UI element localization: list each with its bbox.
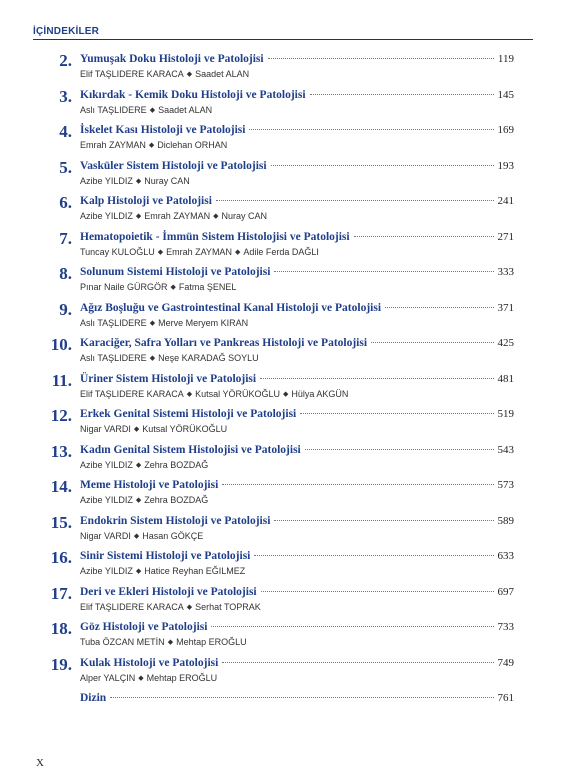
dot-leader [222, 662, 493, 663]
toc-line [80, 302, 514, 314]
author-name: Kutsal YÖRÜKOĞLU [195, 388, 280, 399]
toc-line [80, 89, 514, 101]
toc-entry[interactable] [0, 404, 564, 440]
toc-line [80, 692, 514, 704]
author-name: Aslı TAŞLIDERE [80, 104, 147, 115]
author-name: Elif TAŞLIDERE KARACA [80, 388, 184, 399]
dot-leader [271, 165, 494, 166]
page-ref: 697 [497, 585, 514, 598]
dot-leader [305, 449, 494, 450]
chapter-title[interactable]: Solunum Sistemi Histoloji ve Patolojisi [80, 266, 271, 278]
chapter-number: 10. [50, 335, 72, 354]
dot-leader [216, 200, 494, 201]
toc-entry[interactable] [0, 298, 564, 334]
toc-line [80, 231, 514, 243]
chapter-title[interactable]: İskelet Kası Histoloji ve Patolojisi [80, 124, 246, 136]
toc-entry[interactable] [0, 369, 564, 405]
authors [80, 566, 245, 576]
authors [80, 460, 208, 470]
author-name: Aslı TAŞLIDERE [80, 353, 147, 363]
chapter-number: 17. [50, 583, 72, 603]
toc-entry[interactable] [0, 85, 564, 121]
toc-entry[interactable] [0, 511, 564, 547]
diamond-separator-icon: ◆ [149, 355, 156, 362]
chapter-title[interactable]: Kadın Genital Sistem Histolojisi ve Patolojisi [80, 443, 301, 456]
toc-entry[interactable] [0, 156, 564, 192]
table-of-contents [0, 49, 564, 718]
authors [80, 140, 227, 150]
toc-line [80, 160, 514, 172]
author-name: Zehra BOZDAĞ [144, 495, 209, 505]
page-ref: 241 [497, 195, 514, 207]
diamond-separator-icon: ◆ [135, 497, 142, 504]
diamond-separator-icon: ◆ [138, 674, 144, 682]
author-name: Azibe YILDIZ [80, 459, 133, 470]
authors [80, 318, 248, 328]
page-ref: 333 [497, 266, 514, 278]
diamond-separator-icon: ◆ [133, 532, 140, 540]
toc-entry[interactable] [0, 191, 564, 227]
diamond-separator-icon: ◆ [186, 603, 193, 611]
author-name: Nigar VARDI [80, 530, 131, 541]
diamond-separator-icon: ◆ [186, 71, 193, 78]
chapter-number: 12. [50, 406, 72, 425]
toc-entry[interactable] [0, 120, 564, 156]
toc-line [80, 195, 514, 207]
chapter-title[interactable]: Meme Histoloji ve Patolojisi [80, 479, 219, 491]
author-name: Azibe YILDIZ [80, 566, 133, 576]
diamond-separator-icon: ◆ [234, 248, 241, 256]
dot-leader [260, 378, 493, 379]
toc-line [80, 586, 514, 598]
page-ref: 481 [497, 372, 514, 385]
diamond-separator-icon: ◆ [135, 461, 142, 469]
dot-leader [211, 626, 493, 627]
diamond-separator-icon: ◆ [186, 390, 193, 398]
dot-leader [110, 697, 493, 698]
page-ref: 193 [497, 159, 514, 172]
author-name: Emrah ZAYMAN [144, 211, 211, 221]
page-ref: 145 [497, 88, 514, 101]
toc-entry[interactable] [0, 546, 564, 582]
author-name: Saadet ALAN [195, 69, 250, 79]
diamond-separator-icon: ◆ [135, 568, 142, 575]
chapter-number: 2. [59, 51, 72, 70]
chapter-title[interactable]: Endokrin Sistem Histoloji ve Patolojisi [80, 514, 271, 527]
diamond-separator-icon: ◆ [149, 319, 156, 327]
page-ref: 761 [497, 692, 514, 704]
toc-line [80, 53, 514, 65]
toc-entry[interactable] [0, 227, 564, 263]
author-name: Azibe YILDIZ [80, 211, 133, 221]
chapter-title[interactable]: Karaciğer, Safra Yolları ve Pankreas Histoloji ve Patolojisi [80, 337, 368, 349]
authors [80, 637, 247, 647]
toc-entry[interactable] [0, 333, 564, 369]
page-ref: 543 [497, 443, 514, 456]
toc-entry-dizin[interactable] [0, 688, 564, 718]
author-name: Hatice Reyhan EĞILMEZ [144, 566, 246, 576]
authors [80, 389, 348, 399]
chapter-number: 18. [50, 619, 72, 638]
authors [80, 353, 259, 363]
chapter-number: 8. [59, 264, 72, 283]
chapter-title[interactable]: Sinir Sistemi Histoloji ve Patolojisi [80, 550, 251, 562]
authors [80, 531, 203, 541]
diamond-separator-icon: ◆ [133, 426, 140, 433]
dot-leader [371, 342, 493, 343]
chapter-number: 14. [50, 477, 72, 496]
author-name: Zehra BOZDAĞ [144, 459, 209, 470]
author-name: Mehtap EROĞLU [146, 672, 218, 683]
author-name: Tuba ÖZCAN METİN [80, 637, 165, 647]
dot-leader [310, 94, 494, 95]
dot-leader [274, 520, 493, 521]
chapter-number: 19. [50, 654, 72, 674]
page-ref: 119 [497, 53, 514, 65]
chapter-number: 11. [51, 370, 72, 390]
toc-entry[interactable] [0, 440, 564, 476]
page-ref: 271 [497, 230, 514, 243]
authors [80, 602, 261, 612]
page-ref: 733 [497, 621, 514, 633]
diamond-separator-icon: ◆ [282, 390, 289, 398]
page-ref: 425 [497, 337, 514, 349]
authors [80, 282, 236, 292]
author-name: Kutsal YÖRÜKOĞLU [142, 424, 228, 434]
chapter-title[interactable]: Ağız Boşluğu ve Gastrointestinal Kanal Histoloji ve Patolojisi [80, 301, 382, 314]
author-name: Diclehan ORHAN [157, 140, 228, 150]
author-name: Nigar VARDI [80, 424, 131, 434]
authors [80, 673, 217, 683]
authors [80, 495, 208, 505]
diamond-separator-icon: ◆ [157, 248, 164, 256]
authors [80, 424, 227, 434]
dot-leader [222, 484, 493, 485]
toc-line [80, 515, 514, 527]
page-number: X [36, 757, 44, 769]
author-name: Aslı TAŞLIDERE [80, 317, 147, 328]
index-title[interactable]: Dizin [80, 692, 107, 704]
author-name: Emrah ZAYMAN [166, 246, 232, 257]
author-name: Mehtap EROĞLU [176, 637, 247, 647]
authors [80, 105, 212, 115]
page-header [33, 26, 533, 37]
toc-line [80, 479, 514, 491]
chapter-title[interactable]: Kulak Histoloji ve Patolojisi [80, 656, 219, 669]
page-title: İÇİNDEKİLER [33, 26, 100, 37]
dot-leader [261, 591, 494, 592]
author-name: Elif TAŞLIDERE KARACA [80, 69, 184, 79]
chapter-number: 3. [59, 86, 72, 106]
diamond-separator-icon: ◆ [170, 284, 176, 291]
chapter-number: 5. [59, 157, 72, 177]
toc-entry[interactable] [0, 653, 564, 689]
toc-line [80, 373, 514, 385]
diamond-separator-icon: ◆ [213, 213, 219, 220]
authors [80, 176, 190, 186]
dot-leader [274, 271, 493, 272]
author-name: Hasan GÖKÇE [142, 530, 204, 541]
toc-line [80, 337, 514, 349]
author-name: Hülya AKGÜN [291, 388, 349, 399]
author-name: Saadet ALAN [158, 104, 213, 115]
author-name: Emrah ZAYMAN [80, 140, 146, 150]
toc-line [80, 621, 514, 633]
author-name: Azibe YILDIZ [80, 495, 133, 505]
chapter-number: 16. [50, 548, 72, 567]
chapter-number: 4. [59, 122, 72, 141]
author-name: Fatma ŞENEL [178, 282, 237, 292]
author-name: Merve Meryem KIRAN [158, 317, 249, 328]
chapter-title[interactable]: Göz Histoloji ve Patolojisi [80, 621, 208, 633]
toc-entry[interactable] [0, 617, 564, 653]
chapter-title[interactable]: Kıkırdak - Kemik Doku Histoloji ve Patolojisi [80, 88, 306, 101]
author-name: Adile Ferda DAĞLI [243, 246, 319, 257]
authors [80, 211, 267, 221]
toc-entry[interactable] [0, 49, 564, 85]
dot-leader [268, 58, 494, 59]
header-rule [33, 39, 533, 40]
dot-leader [300, 413, 493, 414]
chapter-title[interactable]: Erkek Genital Sistemi Histoloji ve Patolojisi [80, 408, 297, 420]
toc-line [80, 657, 514, 669]
chapter-title[interactable]: Yumuşak Doku Histoloji ve Patolojisi [80, 53, 264, 65]
author-name: Neşe KARADAĞ SOYLU [158, 353, 259, 363]
chapter-number: 13. [50, 441, 72, 461]
author-name: Elif TAŞLIDERE KARACA [80, 601, 184, 612]
chapter-title[interactable]: Hematopoietik - İmmün Sistem Histolojisi ve Patolojisi [80, 230, 350, 243]
diamond-separator-icon: ◆ [135, 213, 142, 220]
page-ref: 371 [497, 301, 514, 314]
page-ref: 633 [497, 550, 514, 562]
diamond-separator-icon: ◆ [135, 177, 142, 185]
chapter-title[interactable]: Vasküler Sistem Histoloji ve Patolojisi [80, 159, 267, 172]
page-ref: 519 [497, 408, 514, 420]
chapter-number: 7. [59, 228, 72, 248]
toc-line [80, 124, 514, 136]
dot-leader [354, 236, 494, 237]
diamond-separator-icon: ◆ [148, 142, 155, 149]
dot-leader [385, 307, 493, 308]
author-name: Nuray CAN [144, 175, 190, 186]
page-ref: 169 [497, 124, 514, 136]
authors [80, 247, 319, 257]
chapter-title[interactable]: Üriner Sistem Histoloji ve Patolojisi [80, 372, 257, 385]
author-name: Tuncay KULOĞLU [80, 246, 155, 257]
toc-line [80, 550, 514, 562]
toc-line [80, 266, 514, 278]
toc-line [80, 444, 514, 456]
author-name: Serhat TOPRAK [195, 601, 261, 612]
diamond-separator-icon: ◆ [167, 639, 174, 646]
chapter-number: 9. [59, 299, 72, 319]
chapter-title[interactable]: Kalp Histoloji ve Patolojisi [80, 195, 212, 207]
toc-entry[interactable] [0, 475, 564, 511]
page-ref: 749 [497, 656, 514, 669]
page-ref: 573 [497, 479, 514, 491]
toc-entry[interactable] [0, 262, 564, 298]
page-ref: 589 [497, 514, 514, 527]
author-name: Alper YALÇIN [80, 672, 136, 683]
author-name: Azibe YILDIZ [80, 175, 133, 186]
toc-line [80, 408, 514, 420]
chapter-number: 15. [50, 512, 72, 532]
dot-leader [249, 129, 493, 130]
toc-entry[interactable] [0, 582, 564, 618]
chapter-number: 6. [59, 193, 72, 212]
author-name: Pınar Naile GÜRGÖR [80, 282, 168, 292]
chapter-title[interactable]: Deri ve Ekleri Histoloji ve Patolojisi [80, 585, 257, 598]
authors [80, 69, 249, 79]
author-name: Nuray CAN [221, 211, 267, 221]
dot-leader [254, 555, 493, 556]
diamond-separator-icon: ◆ [149, 106, 156, 114]
